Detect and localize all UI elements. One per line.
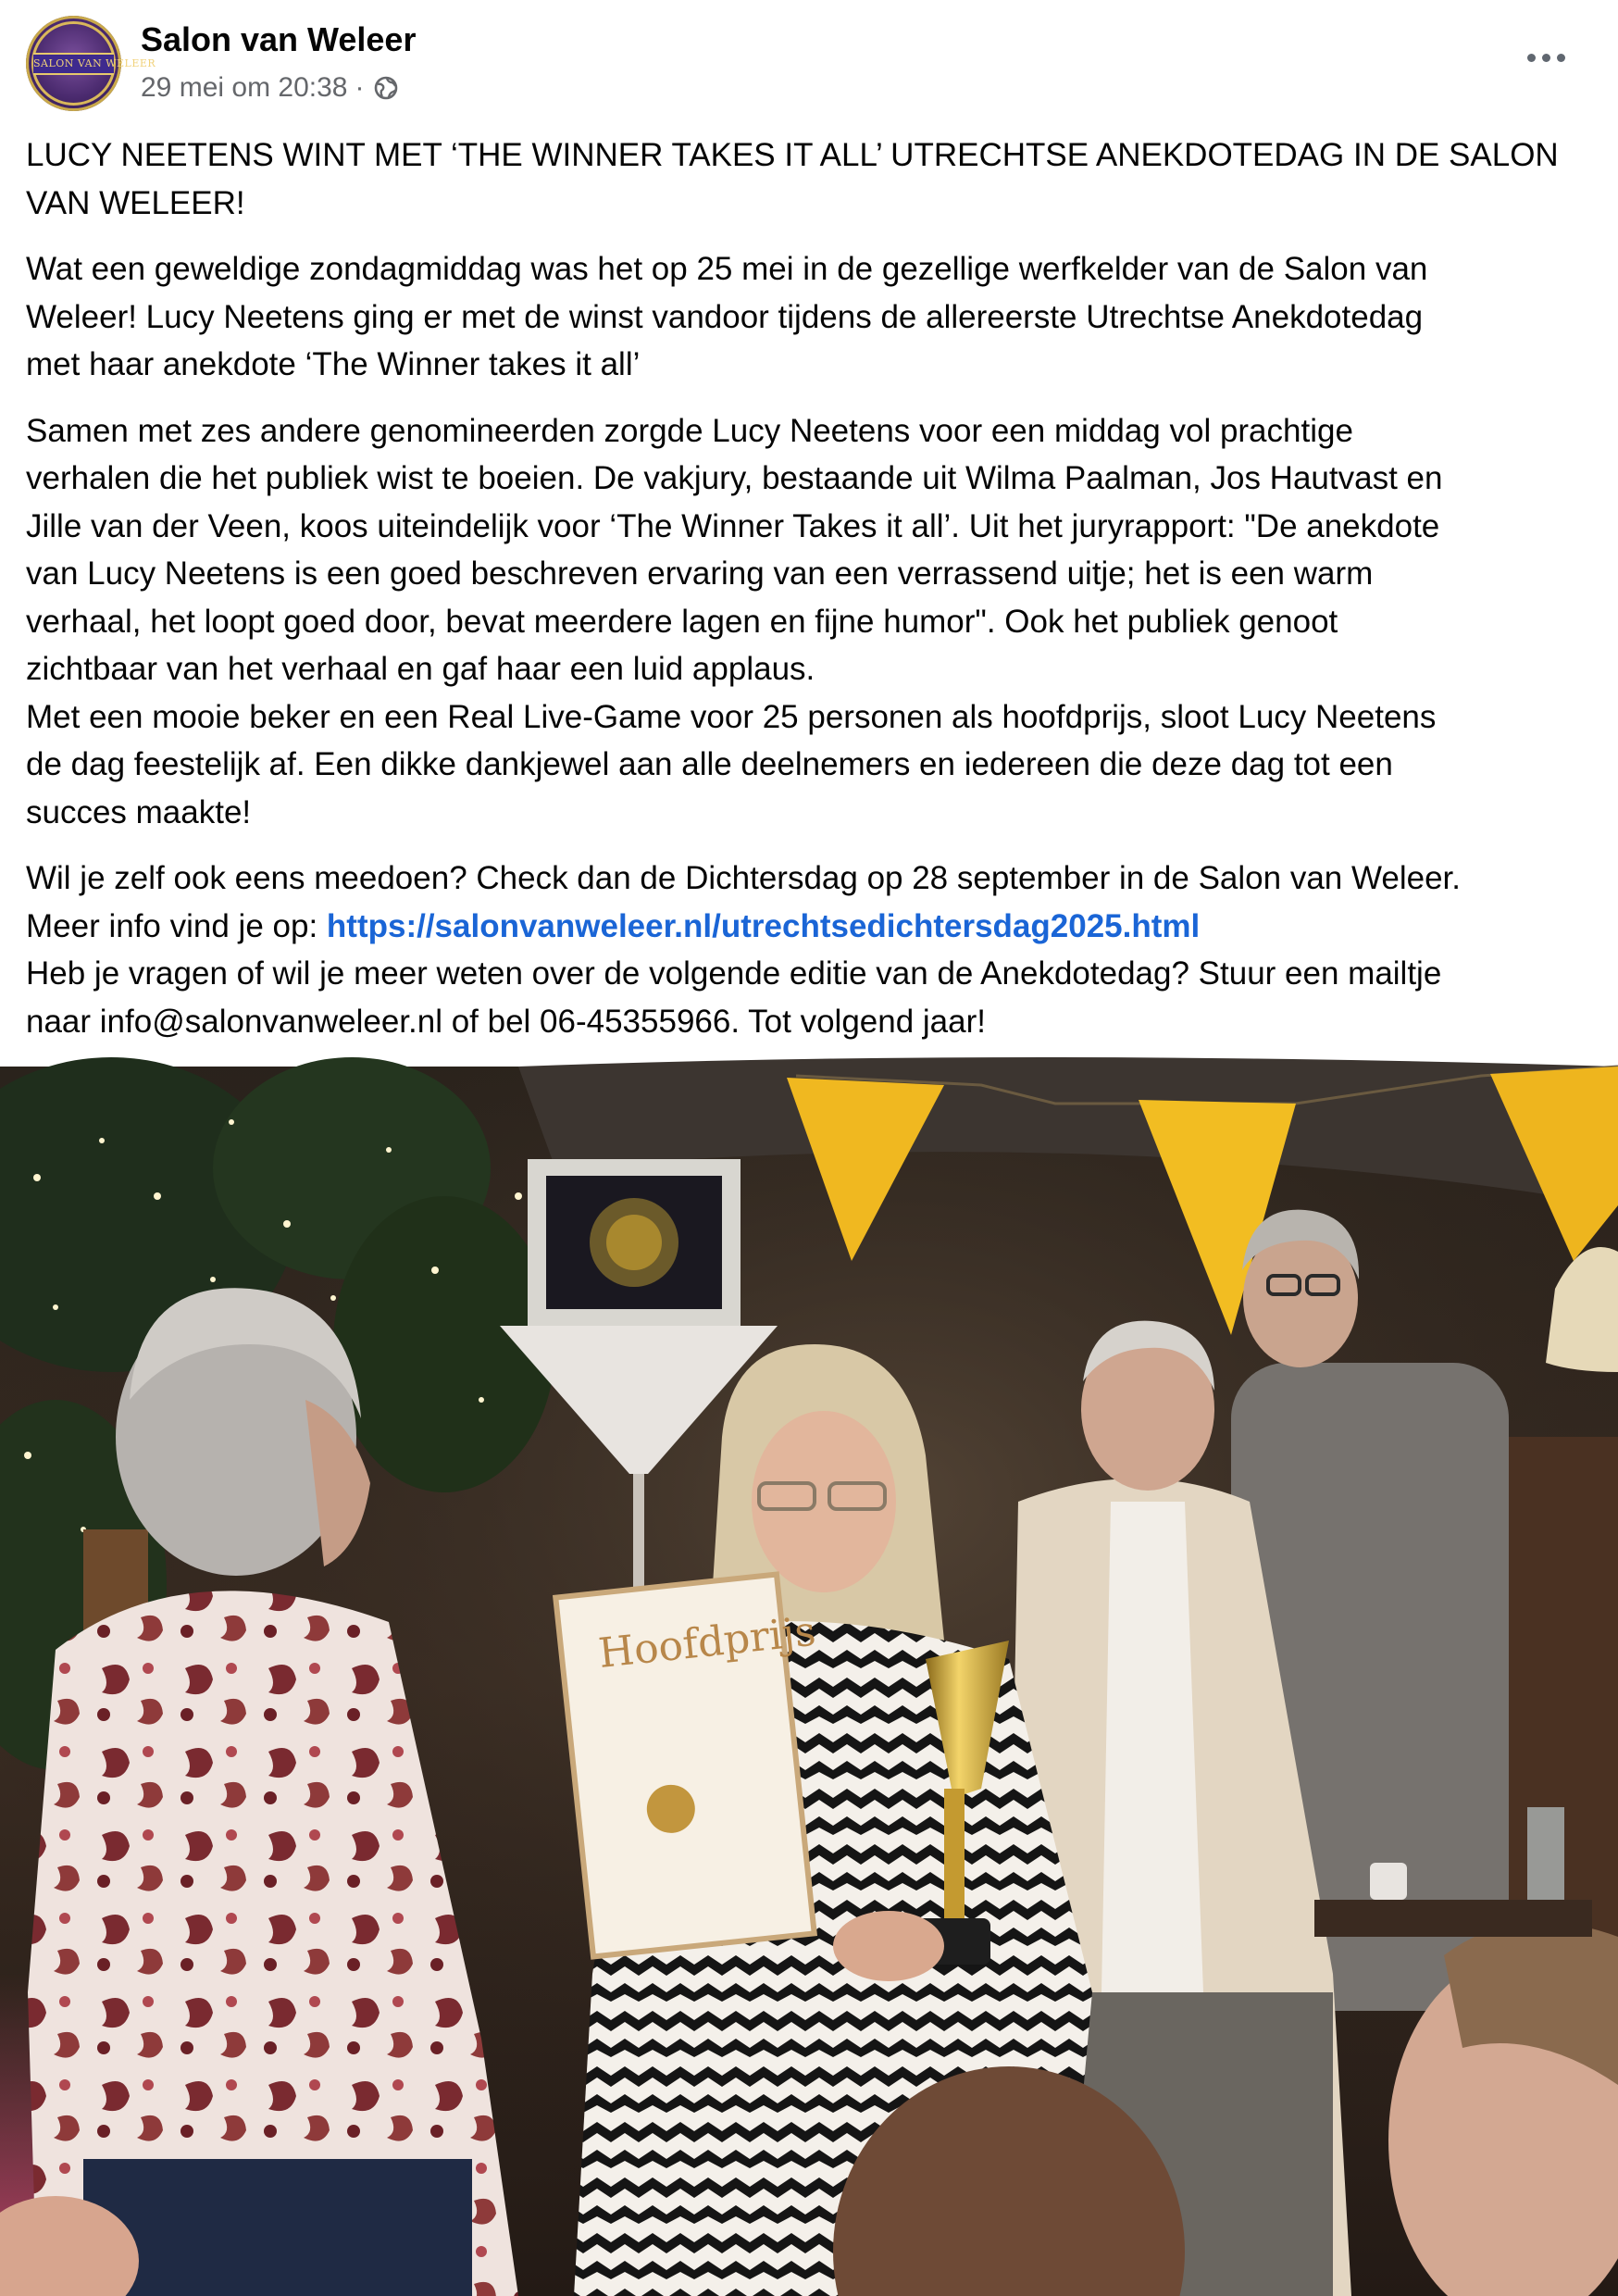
text-line: Wil je zelf ook eens meedoen? Check dan de Dichtersdag op 28 september in de Salon van Weleer. [26,860,1461,896]
paragraph-jury [26,407,1599,837]
text-line: Weleer! Lucy Neetens ging er met de winst vandoor tijdens de allereerste Utrechtse Anekdotedag [26,298,1424,335]
text-line: verhalen die het publiek wist te boeien. De vakjury, bestaande uit Wilma Paalman, Jos Hautvast en [26,460,1443,496]
award-ceremony-photo [0,1067,1618,2296]
more-options-button[interactable] [1518,39,1574,76]
more-options-icon [1527,54,1536,62]
text-line: Samen met zes andere genomineerden zorgde Lucy Neetens voor een middag vol prachtige [26,412,1353,449]
post-header [0,0,1618,120]
post-meta [141,72,399,104]
text-line [26,903,1599,951]
text-line: Met een mooie beker en een Real Live-Game voor 25 personen als hoofdprijs, sloot Lucy Neetens [26,698,1437,735]
headline-line: LUCY NEETENS WINT MET ‘THE WINNER TAKES IT ALL’ UTRECHTSE ANEKDOTEDAG IN DE SALON [26,137,1559,173]
avatar-logo-text: SALON VAN WELEER [33,53,114,75]
certificate-title: Hoofdprijs [596,1607,818,1678]
post-photo[interactable] [0,1067,1618,2296]
globe-icon[interactable] [373,75,399,101]
more-options-icon-dot [1557,54,1565,62]
text-line: naar info@salonvanweleer.nl of bel 06-45355966. Tot volgend jaar! [26,1003,986,1040]
meta-separator: · [355,72,365,103]
post-headline [26,131,1599,227]
post-text [26,131,1599,1064]
post-timestamp[interactable]: 29 mei om 20:38 [141,72,348,103]
framed-picture [528,1159,741,1326]
info-link[interactable]: https://salonvanweleer.nl/utrechtsedichtersdag2025.html [326,907,1201,944]
link-prefix: Meer info vind je op: [26,907,327,944]
text-line: Heb je vragen of wil je meer weten over de volgende editie van de Anekdotedag? Stuur een mailtje [26,955,1442,992]
author-name[interactable]: Salon van Weleer [141,20,417,58]
prize-certificate [555,1575,817,1957]
headline-line: VAN WELEER! [26,184,245,221]
text-line: met haar anekdote ‘The Winner takes it all’ [26,346,641,382]
text-line: de dag feestelijk af. Een dikke dankjewel aan alle deelnemers en iedereen die deze dag tot een [26,746,1393,782]
page-avatar[interactable] [26,16,156,111]
text-line: succes maakte! [26,793,252,830]
text-line: zichtbaar van het verhaal en gaf haar een luid applaus. [26,651,815,687]
hands [833,1911,944,1981]
more-options-icon-dot [1542,54,1550,62]
paragraph-intro [26,245,1599,389]
text-line: verhaal, het loopt goed door, bevat meerdere lagen en fijne humor". Ook het publiek genoot [26,603,1338,640]
text-line: Jille van der Veen, koos uiteindelijk voor ‘The Winner Takes it all’. Uit het juryrapport: "De anekdote [26,507,1440,544]
text-line: van Lucy Neetens is een goed beschreven ervaring van een verrassend uitje; het is een warm [26,555,1374,592]
text-line: Wat een geweldige zondagmiddag was het op 25 mei in de gezellige werfkelder van de Salon van [26,251,1428,287]
paragraph-info [26,855,1599,1045]
